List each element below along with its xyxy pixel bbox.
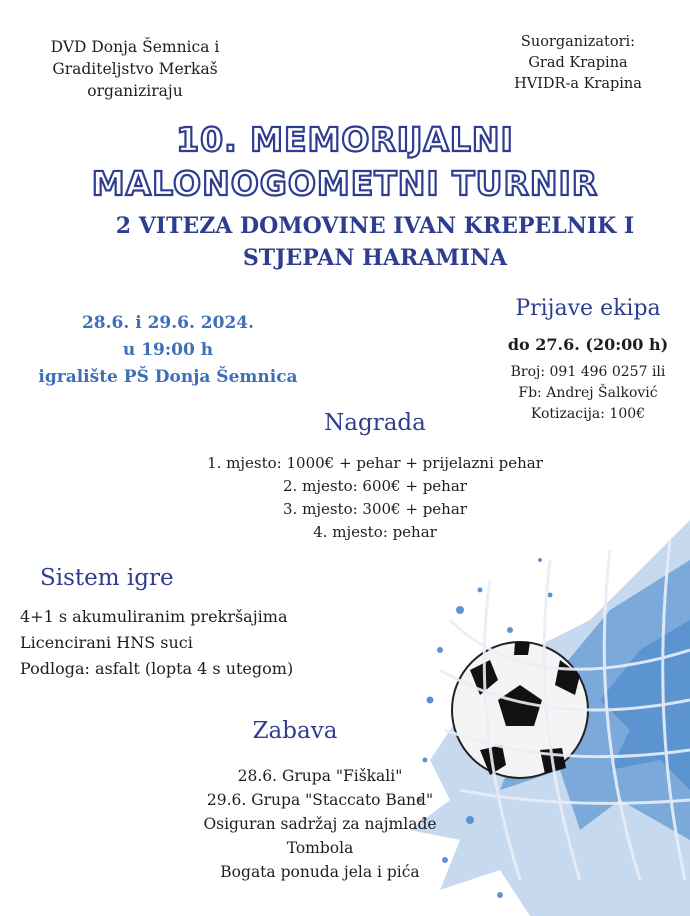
- entertainment-title: Zabava: [252, 718, 338, 744]
- event-details: [18, 310, 318, 391]
- registration-phone: Broj: 091 496 0257 ili: [510, 364, 666, 380]
- entertainment-item: Bogata ponuda jela i pića: [220, 863, 420, 881]
- poster-title-line1: 10. MEMORIJALNI: [176, 120, 514, 159]
- prize-item: 2. mjesto: 600€ + pehar: [283, 477, 467, 495]
- game-system-item: Licencirani HNS suci: [20, 633, 193, 652]
- poster-subtitle: [0, 210, 690, 274]
- entertainment-item: 28.6. Grupa "Fiškali": [237, 767, 403, 785]
- registration-title: Prijave ekipa: [515, 296, 661, 321]
- organizer-line: organiziraju: [87, 82, 183, 100]
- prize-item: 4. mjesto: pehar: [313, 523, 437, 541]
- game-system-item: Podloga: asfalt (lopta 4 s utegom): [20, 659, 294, 678]
- registration-deadline: do 27.6. (20:00 h): [507, 335, 669, 354]
- event-venue: igralište PŠ Donja Šemnica: [38, 367, 298, 387]
- entertainment-item: Tombola: [286, 839, 354, 857]
- subtitle-line2: STJEPAN HARAMINA: [242, 245, 508, 271]
- entertainment-item: Osiguran sadržaj za najmlađe: [203, 815, 437, 833]
- prizes-list: [0, 452, 690, 544]
- game-system-list: [20, 604, 293, 682]
- poster-title-line2: MALONOGOMETNI TURNIR: [91, 164, 599, 203]
- event-time: u 19:00 h: [122, 340, 214, 360]
- organizer-line: Graditeljstvo Merkaš: [52, 60, 218, 78]
- registration-facebook: Fb: Andrej Šalković: [518, 385, 658, 401]
- co-organizers-block: [488, 32, 668, 95]
- event-dates: 28.6. i 29.6. 2024.: [81, 313, 255, 333]
- entertainment-list: [0, 764, 640, 884]
- entertainment-item: 29.6. Grupa "Staccato Band": [206, 791, 434, 809]
- prize-item: 1. mjesto: 1000€ + pehar + prijelazni pehar: [207, 454, 543, 472]
- co-organizer-line: Suorganizatori:: [520, 34, 636, 50]
- prize-item: 3. mjesto: 300€ + pehar: [283, 500, 467, 518]
- game-system-title: Sistem igre: [40, 565, 174, 591]
- game-system-item: 4+1 s akumuliranim prekršajima: [20, 607, 288, 626]
- co-organizer-line: Grad Krapina: [528, 55, 628, 71]
- organizers-block: [30, 36, 240, 102]
- subtitle-line1: 2 VITEZA DOMOVINE IVAN KREPELNIK I: [115, 213, 635, 239]
- organizer-line: DVD Donja Šemnica i: [50, 38, 220, 56]
- prizes-title: Nagrada: [324, 410, 426, 436]
- co-organizer-line: HVIDR-a Krapina: [514, 76, 642, 92]
- registration-fee: Kotizacija: 100€: [530, 406, 646, 422]
